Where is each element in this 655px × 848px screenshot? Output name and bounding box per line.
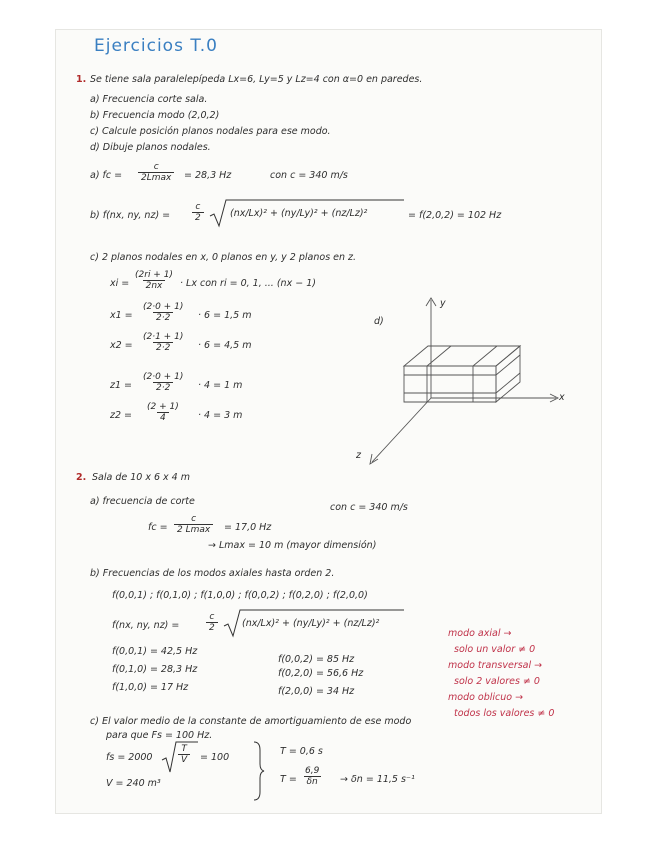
z2-fraction	[144, 402, 182, 423]
x1-den: 2·2	[153, 312, 173, 323]
t2-lhs: T =	[280, 774, 297, 785]
exercise-1-statement: Se tiene sala paralelepípeda Lx=6, Ly=5 y Lz=4 con α=0 en paredes.	[90, 74, 423, 85]
note-axial-2: solo un valor ≠ 0	[454, 644, 536, 655]
note-oblique-1: modo oblicuo →	[448, 692, 524, 703]
value-f200: f(2,0,0) = 34 Hz	[278, 686, 355, 697]
ex1-b-2: 2	[192, 212, 204, 223]
exercise-1-item-d: d) Dibuje planos nodales.	[90, 142, 211, 153]
xi-rest: · Lx con ri = 0, 1, ... (nx − 1)	[180, 278, 316, 289]
ex1-a-result: = 28,3 Hz	[184, 170, 232, 181]
exercise-2-number: 2.	[76, 472, 87, 483]
volume-value: V = 240 m³	[106, 778, 161, 789]
x2-den: 2·2	[153, 342, 173, 353]
ex1-b-lhs: b) f(nx, ny, nz) =	[90, 210, 171, 221]
fs-num: T	[181, 744, 187, 754]
fs-lhs: fs = 2000	[106, 752, 153, 763]
exercise-1-item-c: c) Calcule posición planos nodales para ese modo.	[90, 126, 331, 137]
axis-x-label: x	[559, 392, 565, 403]
fs-den: V	[178, 754, 190, 765]
note-transversal-2: solo 2 valores ≠ 0	[454, 676, 540, 687]
ex2-b-c: c	[209, 612, 215, 622]
ex1-c-text: c) 2 planos nodales en x, 0 planos en y, y 2 planos en z.	[90, 252, 357, 263]
x1-result: · 6 = 1,5 m	[198, 310, 252, 321]
note-transversal-1: modo transversal →	[448, 660, 543, 671]
value-f010: f(0,1,0) = 28,3 Hz	[112, 664, 198, 675]
xi-num: (2ri + 1)	[135, 270, 173, 280]
ex1-b-c: c	[195, 202, 201, 212]
ex1-b-sqrt-content: (nx/Lx)² + (ny/Ly)² + (nz/Lz)²	[230, 208, 368, 219]
value-f020: f(0,2,0) = 56,6 Hz	[278, 668, 364, 679]
z1-lhs: z1 =	[110, 380, 133, 391]
x1-num: (2·0 + 1)	[143, 302, 184, 312]
z1-result: · 4 = 1 m	[198, 380, 243, 391]
notebook-page	[56, 30, 601, 813]
t2-result: → δn = 11,5 s⁻¹	[340, 774, 415, 785]
value-f002: f(0,0,2) = 85 Hz	[278, 654, 355, 665]
exercise-1-item-a: a) Frecuencia corte sala.	[90, 94, 208, 105]
ex2-c-text: c) El valor medio de la constante de amortiguamiento de ese modo	[90, 716, 412, 727]
xi-lhs: xi =	[110, 278, 130, 289]
x2-num: (2·1 + 1)	[143, 332, 184, 342]
ex2-fc-lhs: fc =	[148, 522, 168, 533]
fs-fraction	[178, 744, 190, 765]
value-f100: f(1,0,0) = 17 Hz	[112, 682, 189, 693]
axis-y-label: y	[440, 298, 446, 309]
ex1-a-lhs: a) fc =	[90, 170, 123, 181]
z2-den: 4	[157, 412, 169, 423]
ex2-b-coef	[206, 612, 218, 633]
ex1-a-den: 2Lmax	[138, 172, 174, 183]
ex2-b-sqrt-content: (nx/Lx)² + (ny/Ly)² + (nz/Lz)²	[242, 618, 380, 629]
ex1-b-result: = f(2,0,2) = 102 Hz	[408, 210, 502, 221]
xi-den: 2nx	[143, 280, 166, 291]
z1-fraction	[140, 372, 186, 393]
ex2-b-2: 2	[206, 622, 218, 633]
z1-num: (2·0 + 1)	[143, 372, 184, 382]
ex2-b-text: b) Frecuencias de los modos axiales hasta orden 2.	[90, 568, 335, 579]
ex2-fc-fraction	[174, 514, 213, 535]
nodal-planes-sketch	[346, 292, 576, 468]
ex1-a-condition: con c = 340 m/s	[270, 170, 348, 181]
ex2-b-formula-lhs: f(nx, ny, nz) =	[112, 620, 180, 631]
t2-den: δn	[304, 776, 321, 787]
z2-result: · 4 = 3 m	[198, 410, 243, 421]
ex2-fc-note: → Lmax = 10 m (mayor dimensión)	[208, 540, 377, 551]
ex1-b-coef	[192, 202, 204, 223]
exercise-2-statement: Sala de 10 x 6 x 4 m	[92, 472, 191, 483]
ex2-b-mode-list: f(0,0,1) ; f(0,1,0) ; f(1,0,0) ; f(0,0,2) ; f(0,2,0) ; f(2,0,0)	[112, 590, 368, 601]
ex1-d-label: d)	[374, 316, 384, 327]
ex2-a-text: a) frecuencia de corte	[90, 496, 195, 507]
axis-z-label: z	[356, 450, 361, 461]
exercise-1-item-b: b) Frecuencia modo (2,0,2)	[90, 110, 220, 121]
xi-fraction	[132, 270, 176, 291]
x2-result: · 6 = 4,5 m	[198, 340, 252, 351]
z2-num: (2 + 1)	[147, 402, 179, 412]
t-value: T = 0,6 s	[280, 746, 323, 757]
t2-num: 6,9	[305, 766, 320, 776]
exercise-1-number: 1.	[76, 74, 87, 85]
ex1-a-fraction	[138, 162, 174, 183]
z1-den: 2·2	[153, 382, 173, 393]
value-f001: f(0,0,1) = 42,5 Hz	[112, 646, 198, 657]
fs-result: = 100	[200, 752, 230, 763]
ex2-c-text-2: para que Fs = 100 Hz.	[106, 730, 213, 741]
z2-lhs: z2 =	[110, 410, 133, 421]
ex2-fc-result: = 17,0 Hz	[224, 522, 272, 533]
ex2-a-condition: con c = 340 m/s	[330, 502, 408, 513]
ex2-fc-num: c	[191, 514, 197, 524]
note-oblique-2: todos los valores ≠ 0	[454, 708, 555, 719]
x2-fraction	[140, 332, 186, 353]
ex1-a-num: c	[153, 162, 159, 172]
brace	[252, 740, 266, 802]
x1-lhs: x1 =	[110, 310, 133, 321]
note-axial-1: modo axial →	[448, 628, 512, 639]
t2-fraction	[302, 766, 322, 787]
x2-lhs: x2 =	[110, 340, 133, 351]
page-title: Ejercicios T.0	[94, 36, 218, 56]
x1-fraction	[140, 302, 186, 323]
ex2-fc-den: 2 Lmax	[174, 524, 213, 535]
